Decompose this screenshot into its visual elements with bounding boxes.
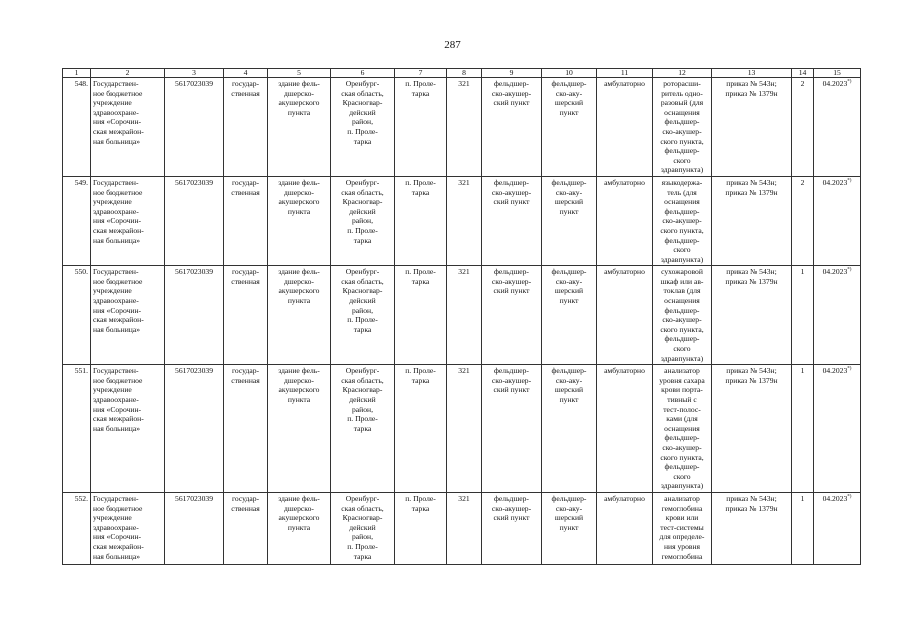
locality-cell: п. Проле- тарка: [395, 492, 447, 564]
column-header: 13: [712, 69, 792, 78]
column-header: 10: [542, 69, 597, 78]
inn-cell: 5617023039: [165, 492, 224, 564]
order-cell: приказ № 543н; приказ № 1379н: [712, 492, 792, 564]
column-header: 8: [447, 69, 482, 78]
organization-cell: Государствен- ное бюджетное учреждение здравоохране- ния «Сорочин- ская межрайон- ная больница»: [91, 176, 165, 265]
care-type-cell: амбулаторно: [597, 492, 653, 564]
table-row: [63, 176, 861, 265]
ownership-cell: государ- ственная: [224, 492, 268, 564]
address-cell: Оренбург- ская область, Красногвар- дейский район, п. Проле- тарка: [331, 176, 395, 265]
building-cell: здание фель- дшерско- акушерского пункта: [268, 492, 331, 564]
row-number: 549.: [63, 176, 91, 265]
quantity-cell: 1: [792, 492, 814, 564]
quantity-cell: 1: [792, 266, 814, 365]
code-cell: 321: [447, 266, 482, 365]
code-cell: 321: [447, 176, 482, 265]
page-number: 287: [444, 39, 461, 51]
equipment-cell: языкодержа- тель (для оснащения фельдшер- ско-акушер- ского пункта, фельдшер- ского здравпункта): [653, 176, 712, 265]
organization-cell: Государствен- ное бюджетное учреждение здравоохране- ния «Сорочин- ская межрайон- ная больница»: [91, 365, 165, 493]
equipment-cell: сухожаровой шкаф или ав- токлав (для оснащения фельдшер- ско-акушер- ского пункта, фельдшер- ского здравпункта): [653, 266, 712, 365]
equipment-registry-table: [62, 68, 861, 565]
row-number: 548.: [63, 78, 91, 177]
date-footnote-mark: *): [847, 366, 852, 372]
organization-cell: Государствен- ное бюджетное учреждение здравоохране- ния «Сорочин- ская межрайон- ная больница»: [91, 492, 165, 564]
table-row: [63, 492, 861, 564]
ownership-cell: государ- ственная: [224, 365, 268, 493]
inn-cell: 5617023039: [165, 365, 224, 493]
locality-cell: п. Проле- тарка: [395, 176, 447, 265]
care-type-cell: амбулаторно: [597, 78, 653, 177]
unit-name-cell: фельдшер- ско-аку- шерский пункт: [542, 365, 597, 493]
date-cell: [814, 492, 861, 564]
unit-type-cell: фельдшер- ско-акушер- ский пункт: [482, 266, 542, 365]
order-cell: приказ № 543н; приказ № 1379н: [712, 266, 792, 365]
date-value: 04.2023: [822, 493, 848, 503]
code-cell: 321: [447, 365, 482, 493]
header-row: [63, 69, 861, 78]
column-header: 5: [268, 69, 331, 78]
inn-cell: 5617023039: [165, 176, 224, 265]
organization-cell: Государствен- ное бюджетное учреждение здравоохране- ния «Сорочин- ская межрайон- ная больница»: [91, 78, 165, 177]
column-header: 9: [482, 69, 542, 78]
table-row: [63, 266, 861, 365]
ownership-cell: государ- ственная: [224, 266, 268, 365]
code-cell: 321: [447, 78, 482, 177]
date-cell: [814, 266, 861, 365]
date-value: 04.2023: [822, 267, 848, 277]
quantity-cell: 2: [792, 176, 814, 265]
equipment-cell: анализатор уровня сахара крови порта- тивный с тест-полос- ками (для оснащения фельдшер- ско-акушер- ского пункта, фельдшер- ского здравпункта): [653, 365, 712, 493]
unit-name-cell: фельдшер- ско-аку- шерский пункт: [542, 266, 597, 365]
address-cell: Оренбург- ская область, Красногвар- дейский район, п. Проле- тарка: [331, 266, 395, 365]
quantity-cell: 1: [792, 365, 814, 493]
unit-name-cell: фельдшер- ско-аку- шерский пункт: [542, 78, 597, 177]
date-footnote-mark: *): [847, 267, 852, 273]
date-value: 04.2023: [822, 79, 848, 88]
unit-type-cell: фельдшер- ско-акушер- ский пункт: [482, 492, 542, 564]
locality-cell: п. Проле- тарка: [395, 266, 447, 365]
quantity-cell: 2: [792, 78, 814, 177]
unit-name-cell: фельдшер- ско-аку- шерский пункт: [542, 176, 597, 265]
table-row: [63, 78, 861, 177]
inn-cell: 5617023039: [165, 78, 224, 177]
building-cell: здание фель- дшерско- акушерского пункта: [268, 365, 331, 493]
column-header: 14: [792, 69, 814, 78]
column-header: 6: [331, 69, 395, 78]
address-cell: Оренбург- ская область, Красногвар- дейский район, п. Проле- тарка: [331, 78, 395, 177]
building-cell: здание фель- дшерско- акушерского пункта: [268, 266, 331, 365]
column-header: 11: [597, 69, 653, 78]
locality-cell: п. Проле- тарка: [395, 78, 447, 177]
date-footnote-mark: *): [847, 494, 852, 500]
unit-type-cell: фельдшер- ско-акушер- ский пункт: [482, 78, 542, 177]
column-header: 2: [91, 69, 165, 78]
care-type-cell: амбулаторно: [597, 365, 653, 493]
table-row: [63, 365, 861, 493]
ownership-cell: государ- ственная: [224, 176, 268, 265]
column-header: 15: [814, 69, 861, 78]
code-cell: 321: [447, 492, 482, 564]
equipment-cell: роторасши- ритель одно- разовый (для оснащения фельдшер- ско-акушер- ского пункта, фельдшер- ского здравпункта): [653, 78, 712, 177]
order-cell: приказ № 543н; приказ № 1379н: [712, 365, 792, 493]
row-number: 550.: [63, 266, 91, 365]
order-cell: приказ № 543н; приказ № 1379н: [712, 78, 792, 177]
unit-type-cell: фельдшер- ско-акушер- ский пункт: [482, 176, 542, 265]
date-cell: [814, 78, 861, 177]
locality-cell: п. Проле- тарка: [395, 365, 447, 493]
equipment-cell: анализатор гемоглобина крови или тест-системы для определе- ния уровня гемоглобина: [653, 492, 712, 564]
unit-type-cell: фельдшер- ско-акушер- ский пункт: [482, 365, 542, 493]
ownership-cell: государ- ственная: [224, 78, 268, 177]
column-header: 1: [63, 69, 91, 78]
address-cell: Оренбург- ская область, Красногвар- дейский район, п. Проле- тарка: [331, 492, 395, 564]
organization-cell: Государствен- ное бюджетное учреждение здравоохране- ния «Сорочин- ская межрайон- ная больница»: [91, 266, 165, 365]
unit-name-cell: фельдшер- ско-аку- шерский пункт: [542, 492, 597, 564]
address-cell: Оренбург- ская область, Красногвар- дейский район, п. Проле- тарка: [331, 365, 395, 493]
row-number: 551.: [63, 365, 91, 493]
date-footnote-mark: *): [847, 79, 852, 85]
date-value: 04.2023: [822, 177, 848, 187]
date-cell: [814, 365, 861, 493]
date-footnote-mark: *): [847, 178, 852, 184]
inn-cell: 5617023039: [165, 266, 224, 365]
row-number: 552.: [63, 492, 91, 564]
care-type-cell: амбулаторно: [597, 176, 653, 265]
date-value: 04.2023: [822, 366, 848, 376]
care-type-cell: амбулаторно: [597, 266, 653, 365]
column-header: 12: [653, 69, 712, 78]
order-cell: приказ № 543н; приказ № 1379н: [712, 176, 792, 265]
column-header: 7: [395, 69, 447, 78]
column-header: 3: [165, 69, 224, 78]
building-cell: здание фель- дшерско- акушерского пункта: [268, 78, 331, 177]
building-cell: здание фель- дшерско- акушерского пункта: [268, 176, 331, 265]
date-cell: [814, 176, 861, 265]
column-header: 4: [224, 69, 268, 78]
